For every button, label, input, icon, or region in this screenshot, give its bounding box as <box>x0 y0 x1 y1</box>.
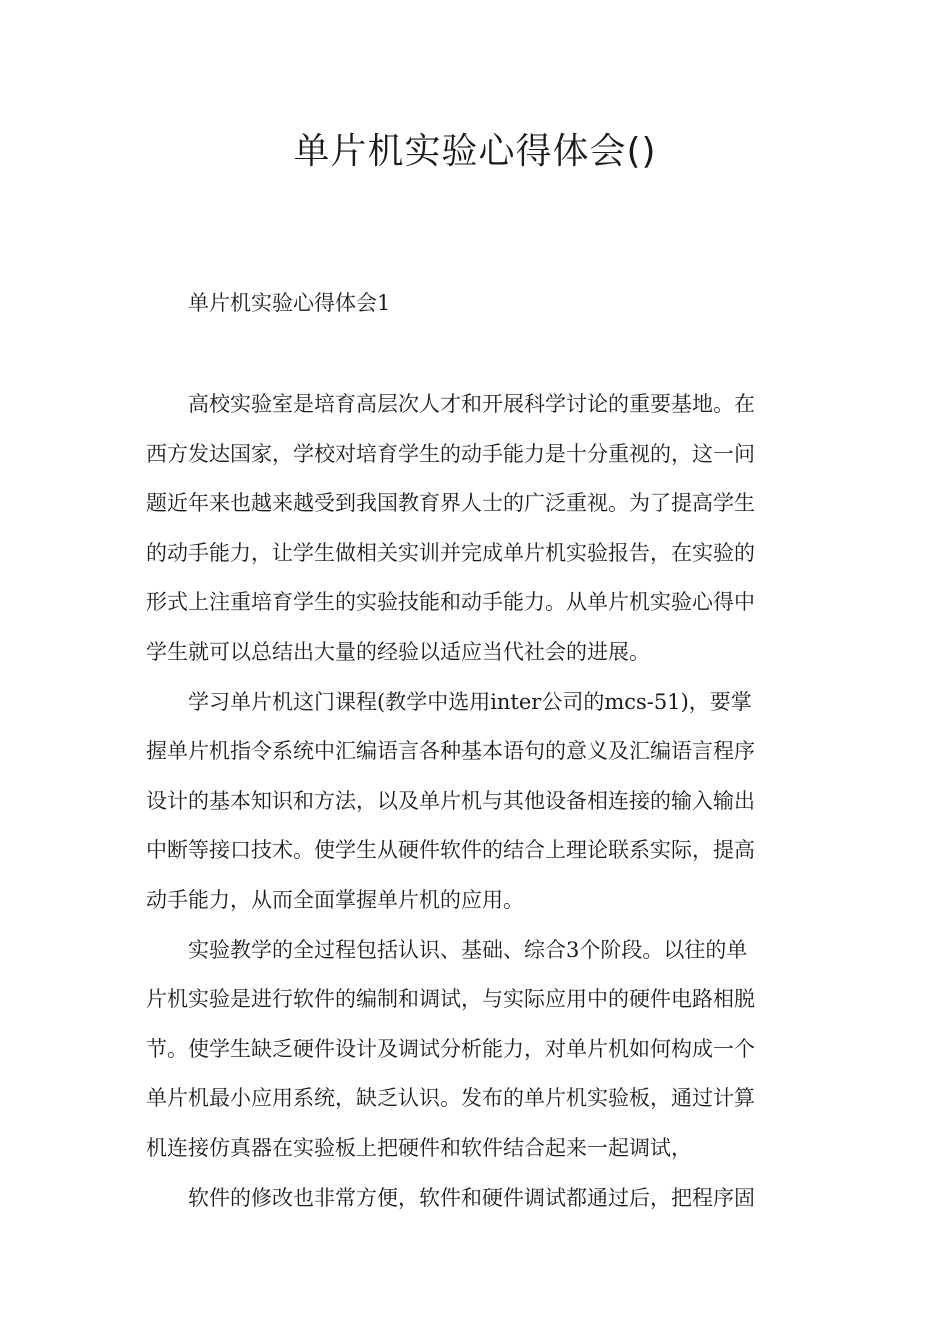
text-line: 的动手能力，让学生做相关实训并完成单片机实验报告，在实验的 <box>146 540 755 565</box>
text-line: 题近年来也越来越受到我国教育界人士的广泛重视。为了提高学生 <box>146 491 755 516</box>
body-text <box>146 380 806 1223</box>
text-line: 软件的修改也非常方便，软件和硬件调试都通过后，把程序固 <box>188 1185 755 1210</box>
text-line: 西方发达国家，学校对培育学生的动手能力是十分重视的，这一问 <box>146 441 755 466</box>
text-line: 片机实验是进行软件的编制和调试，与实际应用中的硬件电路相脱 <box>146 987 755 1012</box>
section-subtitle: 单片机实验心得体会1 <box>188 291 391 315</box>
text-line: 动手能力，从而全面掌握单片机的应用。 <box>146 887 524 912</box>
text-line: 机连接仿真器在实验板上把硬件和软件结合起来一起调试， <box>146 1135 692 1160</box>
paragraph-1 <box>146 380 806 678</box>
text-line: 设计的基本知识和方法，以及单片机与其他设备相连接的输入输出 <box>146 788 755 813</box>
text-line: 学习单片机这门课程(教学中选用inter公司的mcs-51)，要掌 <box>188 689 752 714</box>
text-line: 高校实验室是培育高层次人才和开展科学讨论的重要基地。在 <box>188 392 755 416</box>
paragraph-4 <box>146 1174 806 1224</box>
paragraph-3 <box>146 926 806 1174</box>
text-line: 握单片机指令系统中汇编语言各种基本语句的意义及汇编语言程序 <box>146 739 755 764</box>
paragraph-2 <box>146 678 806 926</box>
text-line: 节。使学生缺乏硬件设计及调试分析能力，对单片机如何构成一个 <box>146 1036 755 1061</box>
text-line: 实验教学的全过程包括认识、基础、综合3个阶段。以往的单 <box>188 937 748 962</box>
text-line: 形式上注重培育学生的实验技能和动手能力。从单片机实验心得中 <box>146 590 755 615</box>
text-line: 中断等接口技术。使学生从硬件软件的结合上理论联系实际，提高 <box>146 838 755 863</box>
page-title: 单片机实验心得体会() <box>293 131 657 172</box>
text-line: 单片机最小应用系统，缺乏认识。发布的单片机实验板，通过计算 <box>146 1086 755 1111</box>
text-line: 学生就可以总结出大量的经验以适应当代社会的进展。 <box>146 639 650 664</box>
